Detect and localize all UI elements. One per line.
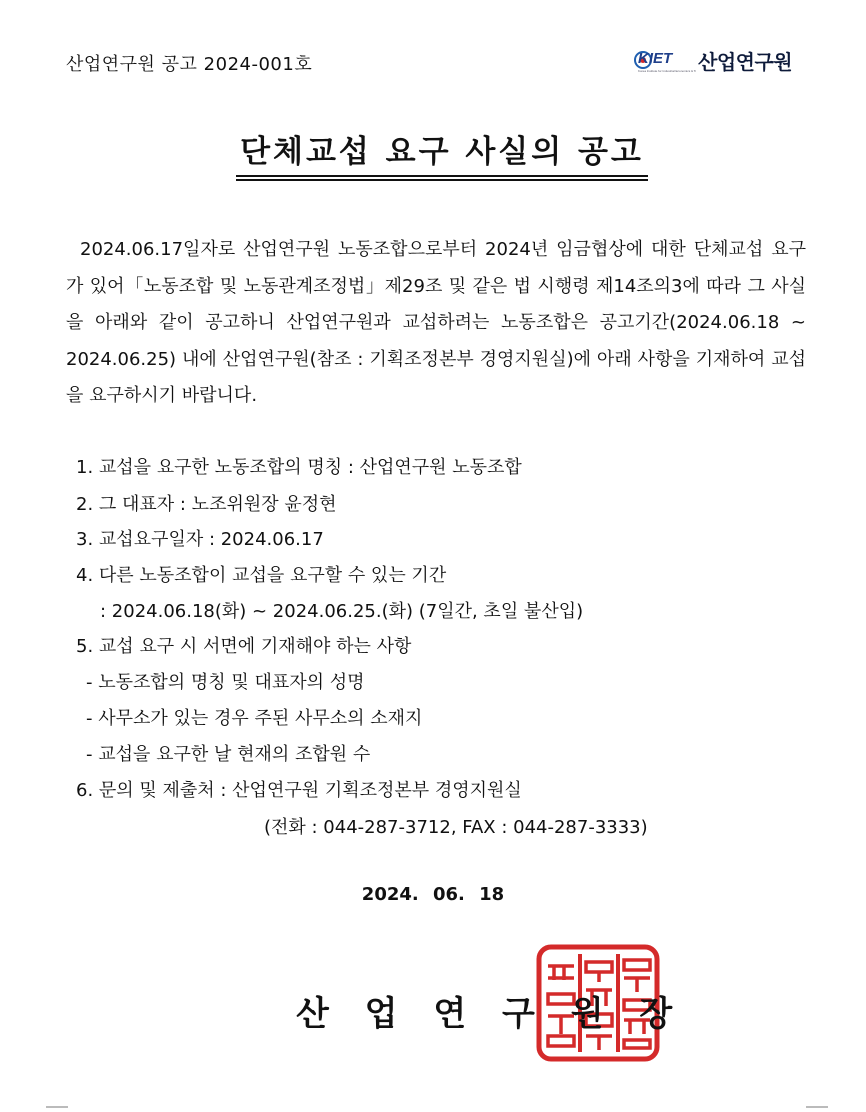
title-underline bbox=[236, 175, 648, 177]
list-item: 1. 교섭을 요구한 노동조합의 명칭 : 산업연구원 노동조합 bbox=[76, 457, 522, 478]
list-item: 3. 교섭요구일자 : 2024.06.17 bbox=[76, 529, 324, 550]
logo-name: 산업연구원 bbox=[698, 49, 793, 74]
signer-name: 산 업 연 구 원 장 bbox=[296, 994, 685, 1034]
list-item: : 2024.06.18(화) ~ 2024.06.25.(화) (7일간, 초일 불산입) bbox=[100, 601, 584, 622]
list-item: 6. 문의 및 제출처 : 산업연구원 기획조정본부 경영지원실 bbox=[76, 780, 522, 801]
list-item: - 교섭을 요구한 날 현재의 조합원 수 bbox=[86, 744, 371, 765]
kiet-logo-icon bbox=[632, 46, 696, 74]
title-underline-second bbox=[236, 179, 648, 181]
list-item: 5. 교섭 요구 시 서면에 기재해야 하는 사항 bbox=[76, 636, 412, 657]
title-block bbox=[236, 126, 648, 181]
page-corner-mark bbox=[806, 1106, 828, 1108]
page-corner-mark bbox=[46, 1106, 68, 1108]
page-title: 단체교섭 요구 사실의 공고 bbox=[240, 134, 644, 170]
body-paragraph: 2024.06.17일자로 산업연구원 노동조합으로부터 2024년 임금협상에 대한 단체교섭 요구가 있어「노동조합 및 노동관계조정법」제29조 및 같은 법 시행령 제14조의3에 따라 그 사실을 아래와 같이 공고하니 산업연구원과 교섭하려는 노동조합은 공고기간(2024.06.18 ~ 2024.06.25) 내에 산업연구원(참조 : 기획조정본부 경영지원실)에 아래 사항을 기재하여 교섭을 요구하시기 바랍니다. bbox=[66, 239, 806, 406]
kiet-logo bbox=[632, 44, 792, 76]
list-item: - 노동조합의 명칭 및 대표자의 성명 bbox=[86, 672, 365, 693]
list-item: (전화 : 044-287-3712, FAX : 044-287-3333) bbox=[264, 817, 648, 838]
logo-tagline: Korea Institute for Industrial Economics & Trade bbox=[638, 69, 696, 73]
list-item: - 사무소가 있는 경우 주된 사무소의 소재지 bbox=[86, 708, 423, 729]
notice-date: 2024. 06. 18 bbox=[361, 884, 505, 905]
list-item: 4. 다른 노동조합이 교섭을 요구할 수 있는 기간 bbox=[76, 565, 447, 586]
list-item: 2. 그 대표자 : 노조위원장 윤정현 bbox=[76, 494, 337, 515]
notice-number: 산업연구원 공고 2024-001호 bbox=[66, 54, 313, 75]
logo-mark-text: KIET bbox=[638, 50, 673, 67]
